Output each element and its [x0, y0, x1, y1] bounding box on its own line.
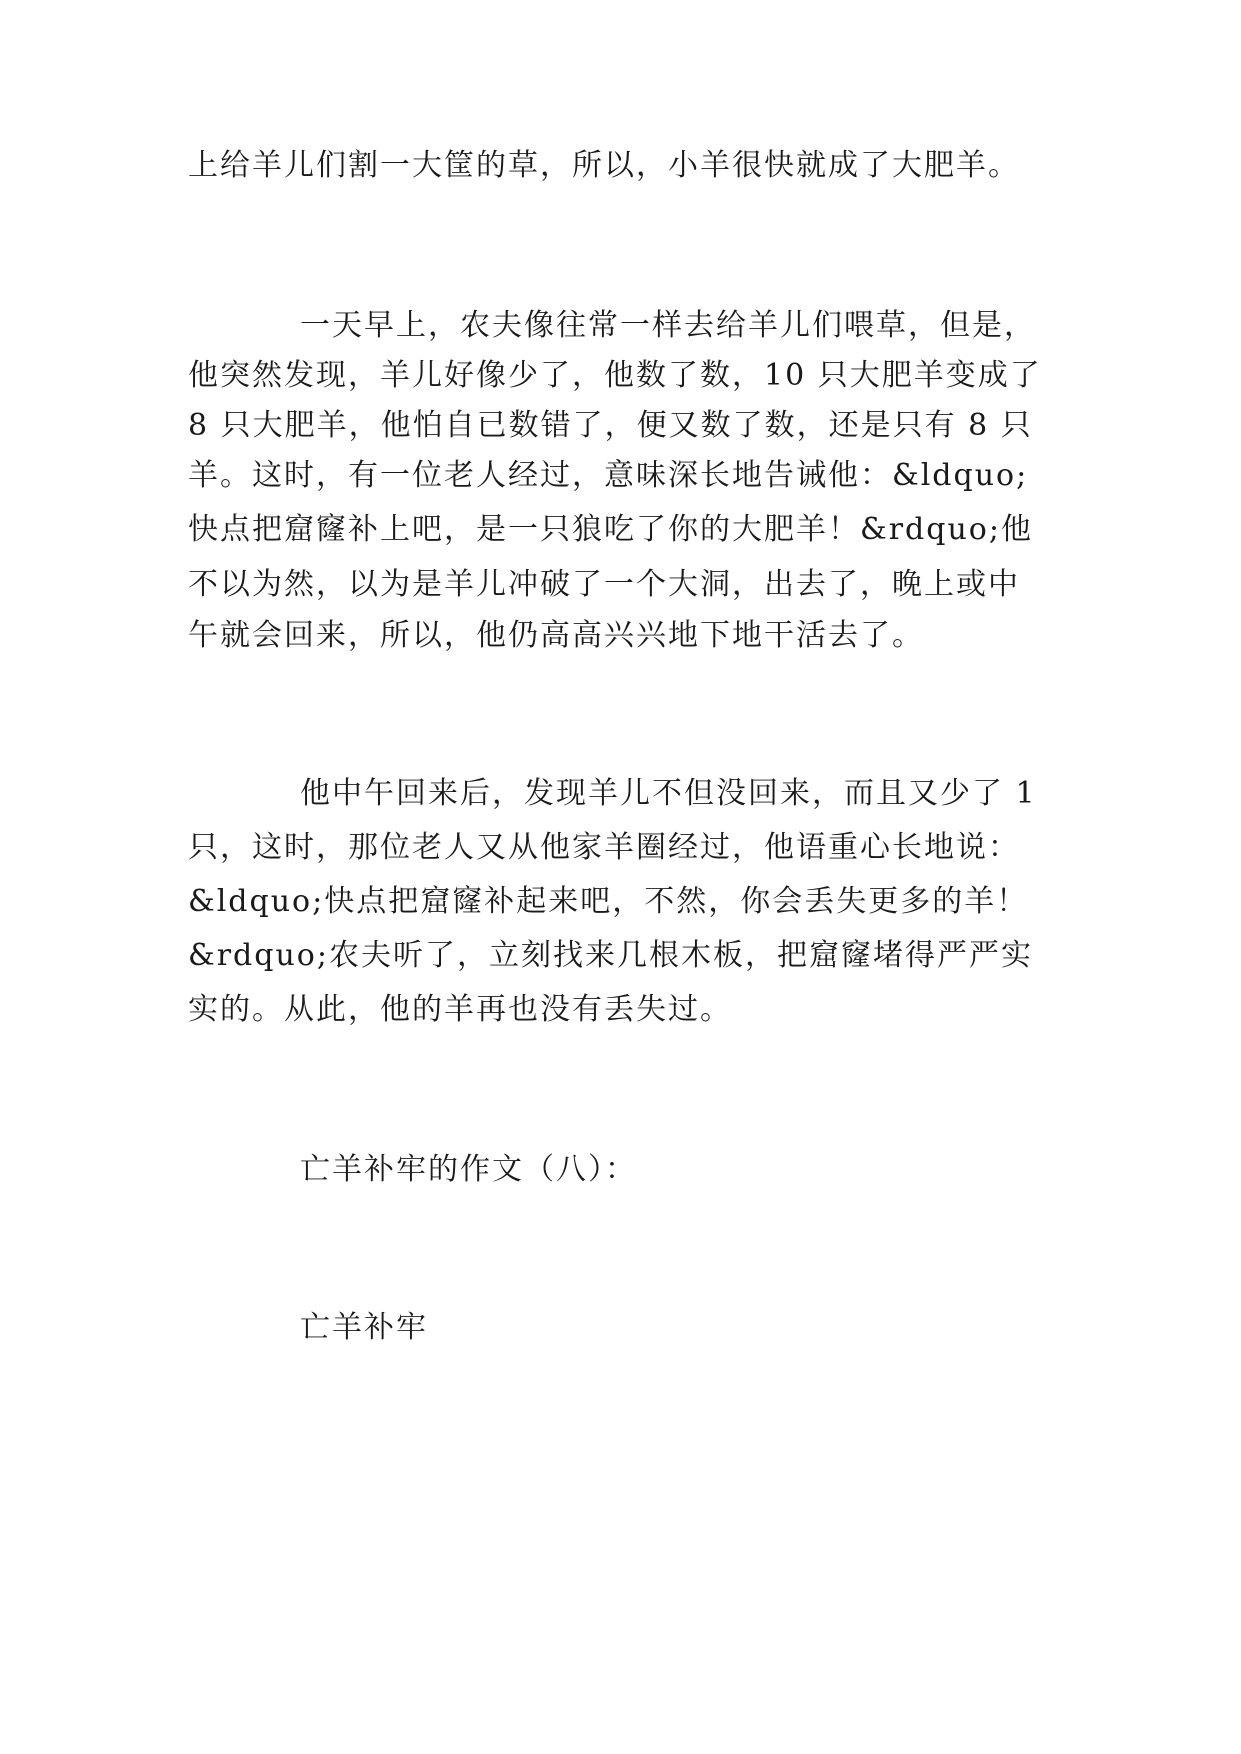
paragraph-2-line-7: 午就会回来，所以，他仍高高兴兴地下地干活去了。 [188, 618, 924, 653]
paragraph-3-line-3: &ldquo;快点把窟窿补起来吧，不然，你会丢失更多的羊！ [188, 884, 1029, 919]
paragraph-2-line-5: 快点把窟窿补上吧，是一只狼吃了你的大肥羊！&rdquo;他 [188, 512, 1033, 547]
section-heading: 亡羊补牢的作文（八）： [300, 1152, 637, 1187]
paragraph-3-line-5: 实的。从此，他的羊再也没有丢失过。 [188, 992, 732, 1027]
paragraph-3-line-2: 只，这时，那位老人又从他家羊圈经过，他语重心长地说： [188, 830, 1020, 865]
paragraph-3-line-1: 他中午回来后，发现羊儿不但没回来，而且又少了 1 [300, 776, 1037, 811]
paragraph-2-line-4: 羊。这时，有一位老人经过，意味深长地告诫他：&ldquo; [188, 458, 1029, 493]
paragraph-3-line-4: &rdquo;农夫听了，立刻找来几根木板，把窟窿堵得严严实 [188, 938, 1033, 973]
essay-title: 亡羊补牢 [300, 1310, 428, 1345]
paragraph-2-line-1: 一天早上，农夫像往常一样去给羊儿们喂草，但是， [300, 308, 1036, 343]
paragraph-2-line-6: 不以为然，以为是羊儿冲破了一个大洞，出去了，晚上或中 [188, 567, 1020, 602]
paragraph-1-line-1: 上给羊儿们割一大筐的草，所以，小羊很快就成了大肥羊。 [188, 148, 1020, 183]
paragraph-2-line-3: 8 只大肥羊，他怕自已数错了，便又数了数，还是只有 8 只 [188, 408, 1033, 443]
paragraph-2-line-2: 他突然发现，羊儿好像少了，他数了数，10 只大肥羊变成了 [188, 358, 1042, 393]
